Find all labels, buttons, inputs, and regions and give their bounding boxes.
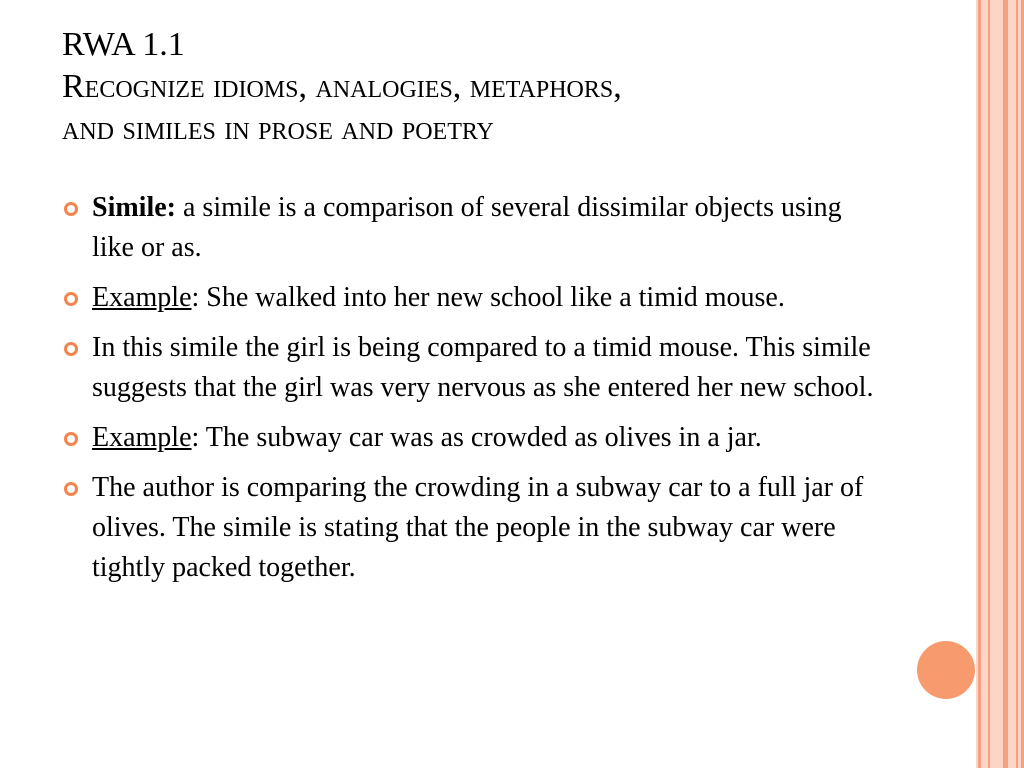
border-stripe bbox=[978, 0, 981, 768]
bullet-text: : The subway car was as crowded as olives in a jar. bbox=[191, 422, 762, 453]
title-code: RWA 1.1 bbox=[62, 26, 185, 63]
bullet-ring-icon bbox=[64, 342, 78, 356]
bullet-list bbox=[62, 188, 882, 598]
title-objective-line2: and similes in prose and poetry bbox=[62, 110, 494, 147]
decorative-circle bbox=[917, 641, 975, 699]
example-label: Example bbox=[92, 422, 192, 453]
slide-title bbox=[62, 24, 942, 150]
bullet-item-example-1 bbox=[62, 278, 882, 318]
bullet-ring-icon bbox=[64, 432, 78, 446]
bullet-text: The author is comparing the crowding in a subway car to a full jar of olives. The simile is stating that the people in the subway car were tightly packed together. bbox=[92, 472, 864, 583]
border-stripe bbox=[1003, 0, 1008, 768]
bullet-ring-icon bbox=[64, 292, 78, 306]
example-label: Example bbox=[92, 282, 192, 313]
bullet-text: : She walked into her new school like a timid mouse. bbox=[191, 282, 785, 313]
title-objective-line1: Recognize idioms, analogies, metaphors, bbox=[62, 68, 622, 105]
border-stripe bbox=[988, 0, 990, 768]
term-simile: Simile: bbox=[92, 192, 176, 223]
bullet-item-simile-definition bbox=[62, 188, 882, 268]
bullet-item-explanation-1 bbox=[62, 328, 882, 408]
bullet-item-example-2 bbox=[62, 418, 882, 458]
border-stripe bbox=[1016, 0, 1018, 768]
bullet-text: a simile is a comparison of several dissimilar objects using like or as. bbox=[92, 192, 842, 263]
bullet-ring-icon bbox=[64, 482, 78, 496]
bullet-ring-icon bbox=[64, 202, 78, 216]
bullet-item-explanation-2 bbox=[62, 468, 882, 588]
bullet-text: In this simile the girl is being compared to a timid mouse. This simile suggests that the girl was very nervous as she entered her new school. bbox=[92, 332, 874, 403]
